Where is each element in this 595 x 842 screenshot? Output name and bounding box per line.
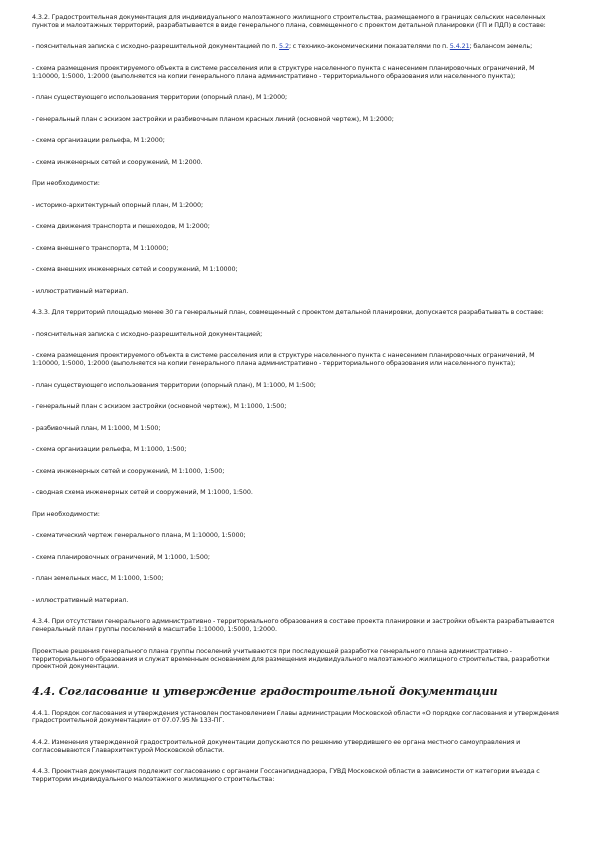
- paragraph-4-4-2: 4.4.2. Изменения утвержденной градостроительной документации допускаются по решению утвердившего ее органа местного самоуправления и согласовываются Главархитектурой Московской области.: [32, 737, 521, 754]
- list-item: - схема планировочных ограничений, М 1:1000, 1:500;: [32, 552, 210, 561]
- list-item: - схема инженерных сетей и сооружений, М 1:2000.: [32, 157, 203, 166]
- paragraph-4-4-1: 4.4.1. Порядок согласования и утверждения установлен постановлением Главы администрации Московской области «О порядке согласования и утверждения градостроительной документации» от 07.07.95 № 133-ПГ.: [32, 708, 559, 725]
- document-page: [32, 14, 564, 798]
- paragraph-explanatory-note: [32, 43, 564, 51]
- paragraph-4-3-2: 4.3.2. Градостроительная документация для индивидуального малоэтажного жилищного строительства, размещаемого в границах сельских населенных пунктов и малоэтажных территорий, разрабатывается в виде генерального плана, совмещенного с проектом детальной планировки (ГП и ПДП) в составе:: [32, 13, 546, 29]
- list-item: - схема внешних инженерных сетей и сооружений, М 1:10000;: [32, 265, 238, 274]
- paragraph-if-needed: При необходимости:: [32, 179, 100, 188]
- list-item: - план земельных масс, М 1:1000, 1:500;: [32, 574, 164, 583]
- paragraph-design-decisions: Проектные решения генерального плана группы поселений учитываются при последующей разработке генерального плана административно - территориального образования и служат временным основанием для размещения индивидуального малоэтажного жилищного строительства, разработки проектной документации.: [32, 646, 550, 671]
- paragraph-4-4-3: 4.4.3. Проектная документация подлежит согласованию с органами Госсанэпиднадзора, ГУВД Московской области в зависимости от категории въезда с территории индивидуального малоэтажного жилищного строительства:: [32, 767, 540, 784]
- list-item: - схематический чертеж генерального плана, М 1:10000, 1:5000;: [32, 531, 246, 540]
- list-item: - план существующего использования территории (опорный план), М 1:2000;: [32, 93, 288, 102]
- list-item: - пояснительная записка с исходно-разрешительной документацией;: [32, 329, 263, 338]
- paragraph-4-3-3: 4.3.3. Для территорий площадью менее 30 га генеральный план, совмещенный с проектом детальной планировки, допускается разрабатывать в составе:: [32, 308, 544, 317]
- list-item: - схема инженерных сетей и сооружений, М 1:1000, 1:500;: [32, 466, 225, 475]
- list-item: - схема движения транспорта и пешеходов, М 1:2000;: [32, 222, 210, 231]
- list-item: - историко-архитектурный опорный план, М 1:2000;: [32, 200, 204, 209]
- list-item: - схема организации рельефа, М 1:1000, 1:500;: [32, 445, 187, 454]
- list-item: - иллюстративный материал.: [32, 286, 129, 295]
- paragraph-text: - пояснительная записка с исходно-разрешительной документацией по п.: [32, 42, 280, 51]
- link-clause-5-2[interactable]: 5.2: [279, 42, 289, 51]
- list-item: - генеральный план с эскизом застройки и разбивочным планом красных линий (основной чертеж), М 1:2000;: [32, 114, 394, 123]
- link-clause-5-4-21[interactable]: 5.4.21: [449, 42, 470, 51]
- list-item: - схема организации рельефа, М 1:2000;: [32, 136, 165, 145]
- list-item: - сводная схема инженерных сетей и сооружений, М 1:1000, 1:500.: [32, 488, 253, 497]
- paragraph-4-3-4: 4.3.4. При отсутствии генерального административно - территориального образования в составе проекта планировки и застройки объекта разрабатывается генеральный план группы поселений в масштабе 1:10000, 1:5000, 1:2000.: [32, 617, 555, 634]
- paragraph-text: ; балансом земель;: [469, 42, 533, 51]
- list-item: - иллюстративный материал.: [32, 595, 129, 604]
- paragraph-text: ; с технико-экономическими показателями по п.: [288, 42, 450, 51]
- list-item: - схема размещения проектируемого объекта в системе расселения или в структуре населенного пункта с нанесением планировочных ограничений, М 1:10000, 1:5000, 1:2000 (выполняется на копии генерального плана административно - территориального образования или населенного пункта);: [32, 63, 535, 80]
- list-item: - план существующего использования территории (опорный план), М 1:1000, М 1:500;: [32, 380, 316, 389]
- paragraph-if-needed: При необходимости:: [32, 509, 100, 518]
- section-heading-4-4: 4.4. Согласование и утверждение градостроительной документации: [32, 683, 498, 698]
- list-item: - схема размещения проектируемого объекта в системе расселения или в структуре населенного пункта с нанесением планировочных ограничений, М 1:10000, 1:5000, 1:2000 (выполняется на копии генерального плана административно - территориального образования или населенного пункта);: [32, 351, 535, 368]
- list-item: - схема внешнего транспорта, М 1:10000;: [32, 243, 169, 252]
- list-item: - разбивочный план, М 1:1000, М 1:500;: [32, 423, 161, 432]
- list-item: - генеральный план с эскизом застройки (основной чертеж), М 1:1000, 1:500;: [32, 402, 287, 411]
